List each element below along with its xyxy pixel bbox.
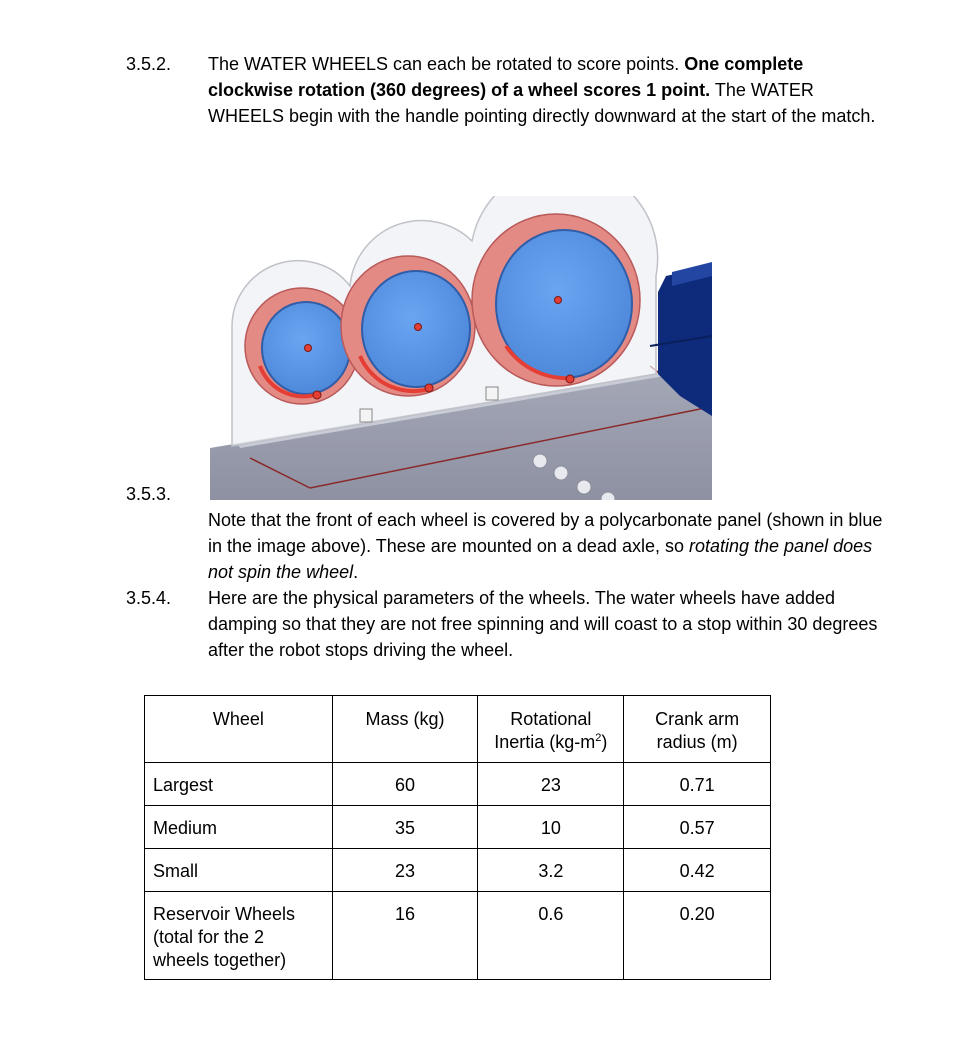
header-crank-line1: Crank arm [655,709,740,729]
table-row [145,849,771,892]
table-header-row [145,696,771,763]
cell-wheel: Reservoir Wheels (total for the 2 wheels together) [145,892,333,980]
ball-icon [554,466,568,480]
cell-wheel: Medium [145,806,333,849]
header-mass: Mass (kg) [332,696,478,763]
header-inertia-close: ) [601,732,608,752]
small-wheel-handle [313,391,321,399]
cell-mass: 23 [332,849,478,892]
italic-text: rotating the panel does not spin the wheel [208,536,873,582]
cell-mass: 60 [332,763,478,806]
cell-crank: 0.20 [624,892,771,980]
ball-icon [533,454,547,468]
cell-wheel: Largest [145,763,333,806]
cell-crank: 0.42 [624,849,771,892]
table-row [145,892,771,980]
paragraph-3-5-2 [208,51,888,129]
header-inertia [478,696,624,763]
tag-icon [360,409,372,422]
paragraph-3-5-4 [208,585,888,663]
bold-text: One complete clockwise rotation (360 degrees) of a wheel scores 1 point. [208,54,804,100]
paragraph-3-5-3 [208,507,888,585]
header-wheel: Wheel [145,696,333,763]
header-inertia-line1: Rotational [510,709,592,729]
text-segment: The WATER WHEELS begin with the handle pointing directly downward at the start of the match. [208,80,876,126]
cell-inertia: 3.2 [478,849,624,892]
table-row [145,763,771,806]
paragraph-text: Here are the physical parameters of the wheels. The water wheels have added damping so that they are not free spinning and will coast to a stop within 30 degrees after the robot stops driving the wheel. [208,588,878,660]
section-number-3-5-2: 3.5.2. [126,54,172,74]
text-segment: Note that the front of each wheel is covered by a polycarbonate panel (shown in blue in the image above). These are mounted on a dead axle, so [208,510,883,556]
text-segment: The WATER WHEELS can each be rotated to score points. [208,54,685,74]
largest-wheel-axle [555,297,562,304]
table-row [145,806,771,849]
cell-crank: 0.71 [624,763,771,806]
cell-crank: 0.57 [624,806,771,849]
cell-mass: 35 [332,806,478,849]
cell-inertia: 23 [478,763,624,806]
wheel-parameters-table [144,695,771,980]
medium-wheel-axle [415,324,422,331]
superscript: 2 [595,732,602,744]
cell-inertia: 0.6 [478,892,624,980]
header-inertia-line2: Inertia (kg-m [494,732,596,752]
ball-icon [577,480,591,494]
tag-icon [486,387,498,400]
cell-wheel: Small [145,849,333,892]
medium-wheel-handle [425,384,433,392]
header-crank [624,696,771,763]
header-crank-line2: radius (m) [656,732,738,752]
small-wheel-axle [305,345,312,352]
largest-wheel-handle [566,375,574,383]
section-number-3-5-4: 3.5.4. [126,588,172,608]
cell-inertia: 10 [478,806,624,849]
section-number-3-5-3: 3.5.3. [126,484,172,504]
water-wheels-figure [210,196,712,500]
cell-mass: 16 [332,892,478,980]
text-segment: . [353,562,359,582]
